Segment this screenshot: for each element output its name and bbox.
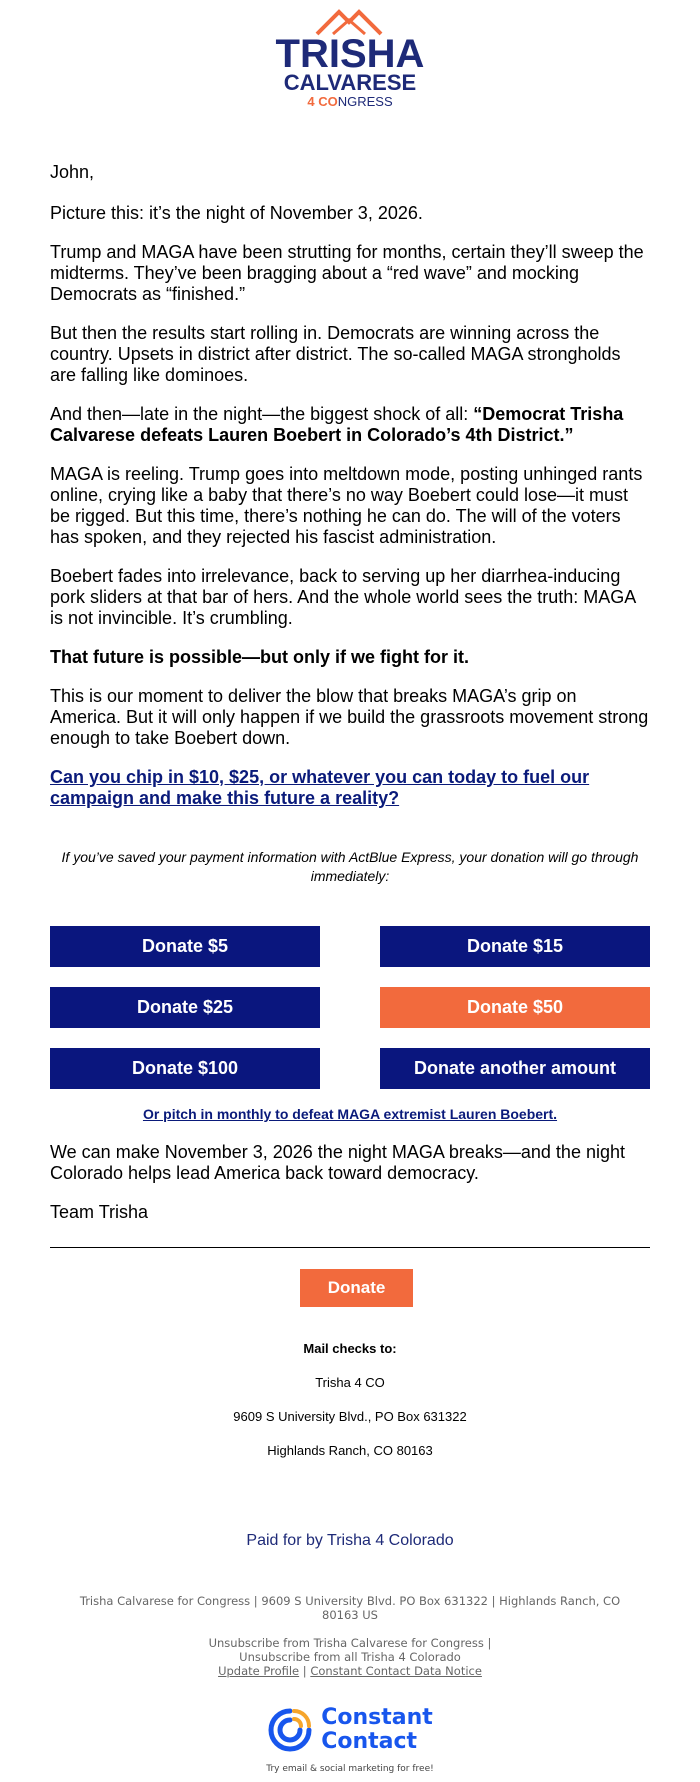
unsubscribe-all-link[interactable]: Unsubscribe from all Trisha 4 Colorado xyxy=(239,1650,461,1664)
logo-tagline-number: 4 CO xyxy=(307,94,338,109)
salutation: John, xyxy=(50,162,95,182)
email-footer xyxy=(60,1594,640,1678)
cc-line1: Constant xyxy=(321,1705,433,1730)
paragraph-5: MAGA is reeling. Trump goes into meltdown mode, posting unhinged rants online, crying like a baby that there’s no way Boebert could lose—it must be rigged. But this time, there’s nothing he can do. The will of the voters has spoken, and they rejected his fascist administration. xyxy=(50,464,643,547)
paid-for-disclaimer: Paid for by Trisha 4 Colorado xyxy=(246,1532,454,1549)
footer-address: Trisha Calvarese for Congress | 9609 S University Blvd. PO Box 631322 | Highlands Ranch, CO 80163 US xyxy=(79,1594,621,1622)
actblue-note: If you’ve saved your payment information with ActBlue Express, your donation will go through immediately: xyxy=(61,849,639,884)
mailing-address xyxy=(0,1340,700,1476)
paragraph-3: But then the results start rolling in. Democrats are winning across the country. Upsets in district after district. The so-called MAGA strongholds are falling like dominoes. xyxy=(50,323,621,385)
constant-contact-tagline: Try email & social marketing for free! xyxy=(266,1764,434,1774)
logo-first-name: TRISHA xyxy=(275,32,425,76)
logo-tagline-rest: NGRESS xyxy=(337,94,393,109)
donate-cta-link[interactable]: Can you chip in $10, $25, or whatever you can today to fuel our campaign and make this future a reality? xyxy=(50,767,590,808)
paragraph-4-headline: “Democrat Trisha Calvarese defeats Lauren Boebert in Colorado’s 4th District.” xyxy=(50,404,624,445)
donate-15-button[interactable]: Donate $15 xyxy=(380,926,650,967)
email-body xyxy=(50,162,650,809)
mail-heading: Mail checks to: xyxy=(303,1341,397,1356)
donate-50-button[interactable]: Donate $50 xyxy=(380,987,650,1028)
signature: Team Trisha xyxy=(50,1202,149,1222)
closing-section xyxy=(50,1142,650,1241)
mail-street: 9609 S University Blvd., PO Box 631322 xyxy=(233,1409,467,1424)
constant-contact-badge[interactable] xyxy=(0,1706,700,1774)
paragraph-7: That future is possible—but only if we fight for it. xyxy=(50,647,469,667)
donate-5-button[interactable]: Donate $5 xyxy=(50,926,320,967)
constant-contact-wordmark xyxy=(321,1706,433,1754)
donate-100-button[interactable]: Donate $100 xyxy=(50,1048,320,1089)
unsubscribe-campaign-link[interactable]: Unsubscribe from Trisha Calvarese for Congress | xyxy=(208,1636,492,1650)
divider xyxy=(50,1247,650,1248)
donate-other-button[interactable]: Donate another amount xyxy=(380,1048,650,1089)
paragraph-1: Picture this: it’s the night of November 3, 2026. xyxy=(50,203,423,223)
footer-donate-button[interactable]: Donate xyxy=(300,1269,413,1307)
data-notice-link[interactable]: Constant Contact Data Notice xyxy=(310,1664,482,1678)
footer-links xyxy=(60,1636,640,1678)
mail-city: Highlands Ranch, CO 80163 xyxy=(267,1443,433,1458)
update-profile-link[interactable]: Update Profile xyxy=(218,1664,300,1678)
donate-25-button[interactable]: Donate $25 xyxy=(50,987,320,1028)
footer-separator: | xyxy=(302,1664,307,1678)
closing-paragraph: We can make November 3, 2026 the night MAGA breaks—and the night Colorado helps lead America back toward democracy. xyxy=(50,1142,625,1183)
paragraph-2: Trump and MAGA have been strutting for months, certain they’ll sweep the midterms. They’ve been bragging about a “red wave” and mocking Democrats as “finished.” xyxy=(50,242,644,304)
cc-line2: Contact xyxy=(321,1729,418,1754)
campaign-logo xyxy=(0,8,700,110)
logo-last-name: CALVARESE xyxy=(283,70,417,95)
logo-tagline xyxy=(0,94,700,110)
paragraph-6: Boebert fades into irrelevance, back to serving up her diarrhea-inducing pork sliders at that bar of hers. And the whole world sees the truth: MAGA is not invincible. It’s crumbling. xyxy=(50,566,636,628)
constant-contact-logo-icon xyxy=(267,1707,313,1753)
paragraph-4 xyxy=(50,404,650,446)
mail-name: Trisha 4 CO xyxy=(315,1375,385,1390)
paragraph-8: This is our moment to deliver the blow that breaks MAGA’s grip on America. But it will only happen if we build the grassroots movement strong enough to take Boebert down. xyxy=(50,686,649,748)
monthly-donation-link[interactable]: Or pitch in monthly to defeat MAGA extremist Lauren Boebert. xyxy=(142,1106,558,1122)
paragraph-4-lead: And then—late in the night—the biggest shock of all: xyxy=(50,404,474,424)
